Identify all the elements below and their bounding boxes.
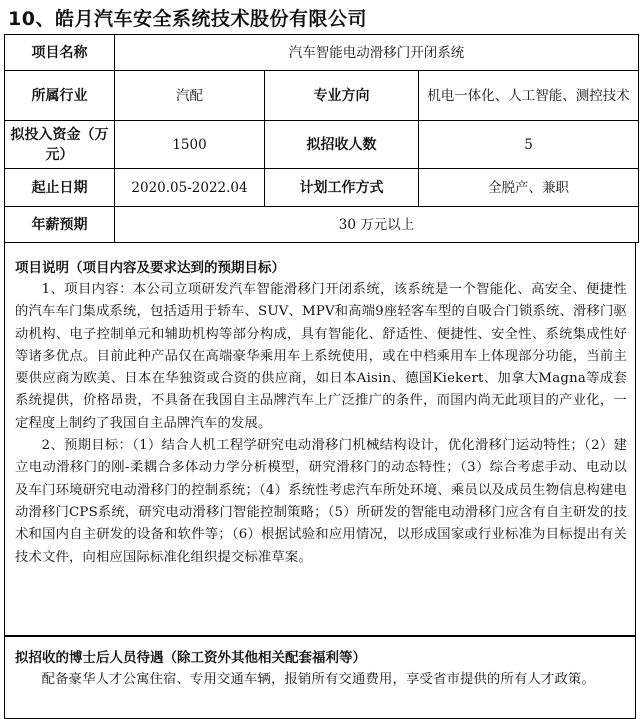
recruit-value: 5 [419,121,639,169]
funds-label: 拟投入资金（万元） [5,121,115,169]
description-section [4,243,636,636]
project-info-table [4,34,639,243]
description-paragraph-2: 2、预期目标：（1）结合人机工程学研究电动滑移门机械结构设计，优化滑移门运动特性；（2）建立电动滑移门的刚-柔耦合多体动力学分析模型，研究滑移门的动态特性；（3）综合考虑手动、电动以及车门环境研究电动滑移门的控制系统；（4）系统性考虑汽车所处环境、乘员以及成员生物信息构建电动滑移门CPS系统，研究电动滑移门智能控制策略；（5）所研发的智能电动滑移门应含有自主研发的技术和国内自主研发的设备和软件等；（6）根据试验和应用情况，以形成国家或行业标准为目标提出有关技术文件，向相应国际标准化组织提交标准草案。 [15,438,627,565]
direction-label: 专业方向 [265,71,419,121]
benefits-section [4,636,636,719]
benefits-text: 配备豪华人才公寓住宿、专用交通车辆，报销所有交通费用，享受省市提供的所有人才政策。 [41,672,595,687]
work-mode-value: 全脱产、兼职 [419,169,639,207]
dates-label: 起止日期 [5,169,115,207]
salary-value: 30 万元以上 [115,207,639,243]
project-name-value: 汽车智能电动滑移门开闭系统 [115,35,639,71]
recruit-label: 拟招收人数 [265,121,419,169]
benefits-body [5,669,635,691]
work-mode-label: 计划工作方式 [265,169,419,207]
description-body [5,279,635,569]
project-name-label: 项目名称 [5,35,115,71]
row-funds [5,121,639,169]
row-salary [5,207,639,243]
industry-label: 所属行业 [5,71,115,121]
direction-value: 机电一体化、人工智能、测控技术 [419,71,639,121]
row-industry [5,71,639,121]
description-heading: 项目说明（项目内容及要求达到的预期目标） [15,260,285,276]
salary-label: 年薪预期 [5,207,115,243]
description-paragraph-1: 1、项目内容：本公司立项研发汽车智能滑移门开闭系统，该系统是一个智能化、高安全、便捷性的汽车车门集成系统，包括适用于轿车、SUV、MPV和高端9座轻客车型的自吸合门锁系统、滑移门驱动机构、电子控制单元和辅助机构等部分构成，具有智能化、舒适性、便捷性、安全性、系统集成性好等诸多优点。目前此种产品仅在高端豪华乘用车上系统使用，或在中档乘用车上体现部分功能，当前主要供应商为欧美、日本在华独资或合资的供应商，如日本Aisin、德国Kiekert、加拿大Magna等成套系统提供，价格昂贵，不具备在我国自主品牌汽车上广泛推广的条件，而国内尚无此项目的产业化，一定程度上制约了我国自主品牌汽车的发展。 [15,282,627,431]
company-title: 10、皓月汽车安全系统技术股份有限公司 [8,8,367,30]
row-dates [5,169,639,207]
benefits-heading: 拟招收的博士后人员待遇（除工资外其他相关配套福利等） [15,650,366,666]
funds-value: 1500 [115,121,265,169]
industry-value: 汽配 [115,71,265,121]
row-project-name [5,35,639,71]
dates-value: 2020.05-2022.04 [115,169,265,207]
